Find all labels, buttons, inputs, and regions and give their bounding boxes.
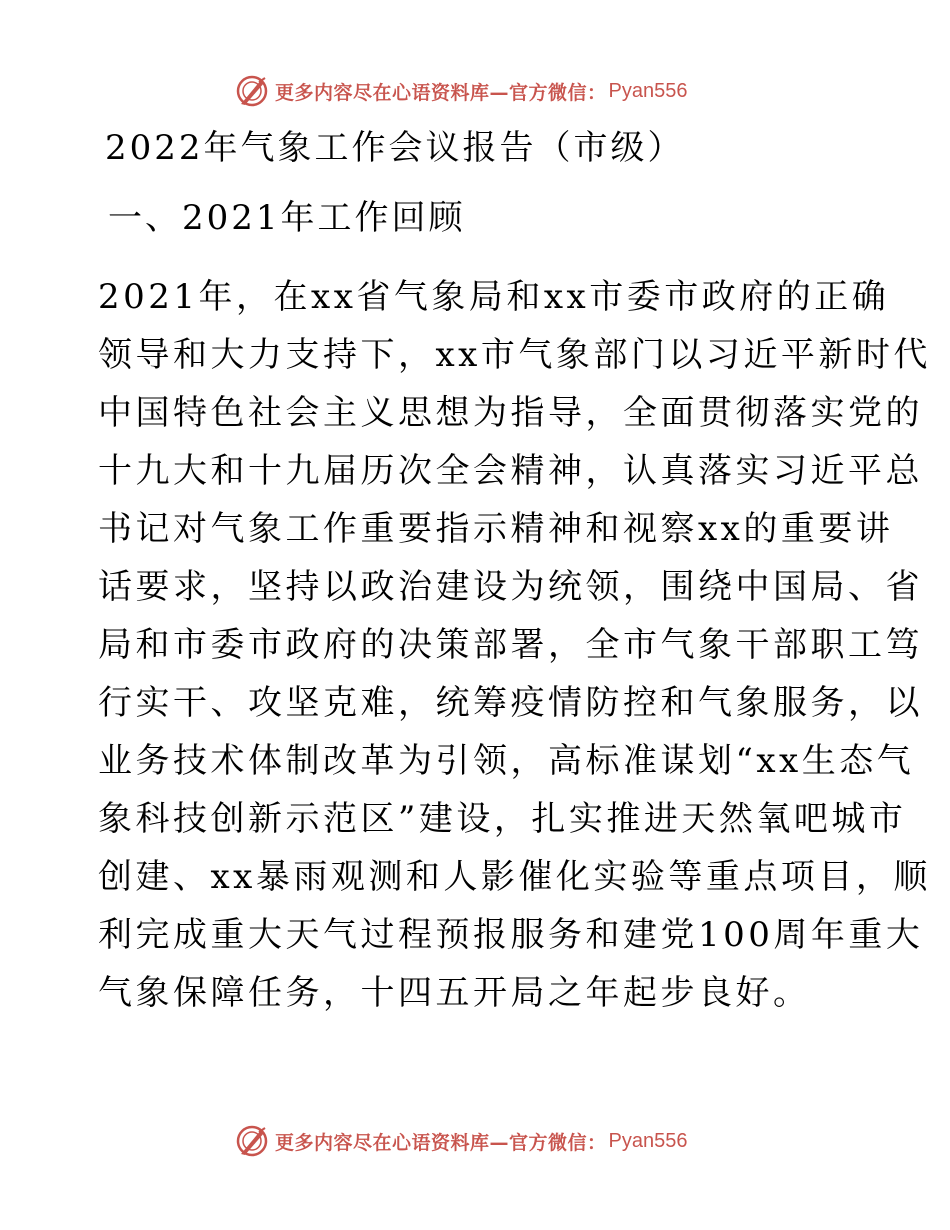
paragraph-line: 象科技创新示范区”建设，扎实推进天然氧吧城市 <box>98 799 907 839</box>
paragraph-line: 书记对气象工作重要指示精神和视察xx的重要讲 <box>98 509 894 549</box>
section-heading: 一、2021年工作回顾 <box>108 198 466 238</box>
paragraph-line: 中国特色社会主义思想为指导，全面贯彻落实党的 <box>98 393 923 433</box>
quill-pen-seal-icon <box>235 1124 269 1158</box>
body-paragraph <box>98 268 931 1022</box>
paragraph-line: 2021年，在xx省气象局和xx市委市政府的正确 <box>98 277 890 317</box>
header-watermark <box>235 72 687 110</box>
paragraph-line: 局和市委市政府的决策部署，全市气象干部职工笃 <box>98 625 923 665</box>
quill-pen-seal-icon <box>235 74 269 108</box>
watermark-wechat-id: Pyan556 <box>608 1129 688 1152</box>
paragraph-line: 业务技术体制改革为引领，高标准谋划“xx生态气 <box>98 741 915 781</box>
paragraph-line: 话要求，坚持以政治建设为统领，围绕中国局、省 <box>98 567 923 607</box>
paragraph-line: 气象保障任务，十四五开局之年起步良好。 <box>98 973 811 1013</box>
document-title: 2022年气象工作会议报告（市级） <box>105 128 685 168</box>
footer-watermark <box>235 1122 687 1160</box>
paragraph-line: 十九大和十九届历次全会精神，认真落实习近平总 <box>98 451 923 491</box>
paragraph-line: 领导和大力支持下，xx市气象部门以习近平新时代 <box>98 335 931 375</box>
paragraph-line: 利完成重大天气过程预报服务和建党100周年重大 <box>98 915 924 955</box>
watermark-wechat-id: Pyan556 <box>608 79 688 102</box>
paragraph-line: 行实干、攻坚克难，统筹疫情防控和气象服务，以 <box>98 683 923 723</box>
watermark-text: 更多内容尽在心语资料库—官方微信： <box>275 81 607 104</box>
watermark-text: 更多内容尽在心语资料库—官方微信： <box>275 1131 607 1154</box>
paragraph-line: 创建、xx暴雨观测和人影催化实验等重点项目，顺 <box>98 857 931 897</box>
